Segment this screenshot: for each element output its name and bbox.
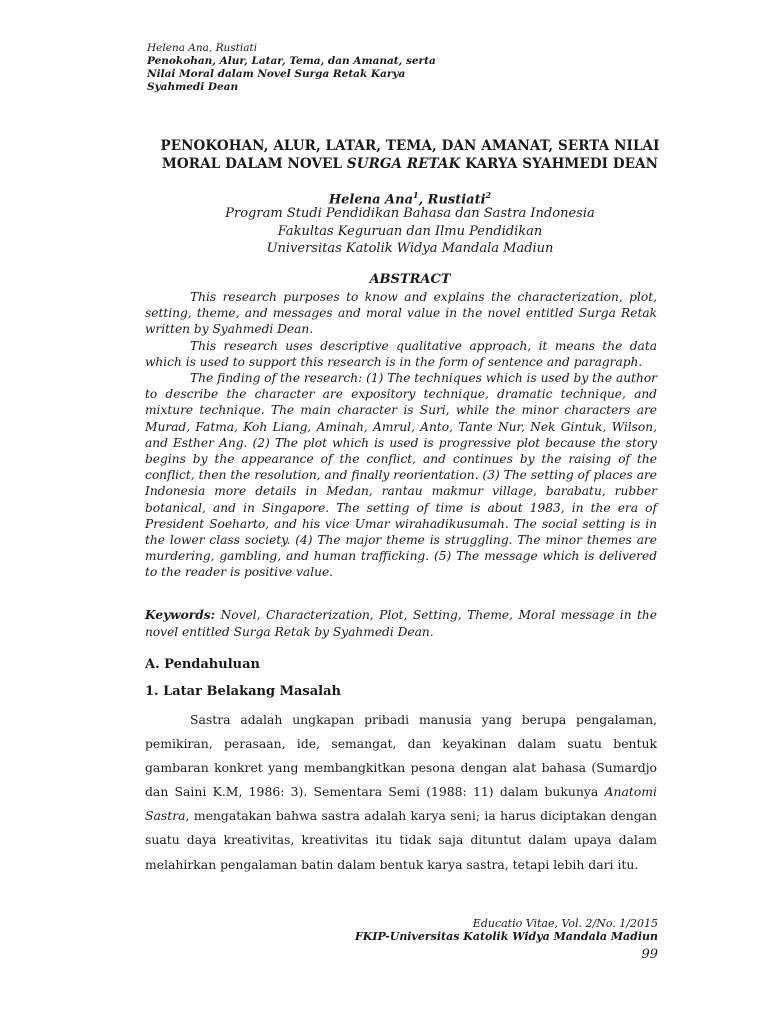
body-text (145, 708, 657, 877)
article-title-line2 (120, 155, 700, 173)
running-head (147, 42, 436, 94)
affiliation-line1: Program Studi Pendidikan Bahasa dan Sastra Indonesia (225, 206, 595, 221)
title-line2-pre: MORAL DALAM NOVEL (161, 156, 347, 172)
author-2: Rustiati (427, 192, 486, 208)
abstract-paragraph-3: The finding of the research: (1) The techniques which is used by the author to describe the character are expository technique, dramatic technique, and mixture technique. The main character is Suri, while the minor characters are Murad, Fatma, Koh Liang, Aminah, Amrul, Anto, Tante Nur, Nek Gintuk, Wilson, and Esther Ang. (2) The plot which is used is progressive plot because the story begins by the appearance of the conflict, and continues by the raising of the conflict, then the resolution, and finally reorientation. (3) The setting of places are Indonesia more details in Medan, rantau makmur village, barabatu, rubber botanical, and in Singapore. The setting of time is about 1983, in the era of President Soeharto, and his vice Umar wirahadikusumah. The social setting is in the lower class society. (4) The major theme is struggling. The minor themes are murdering, gambling, and human trafficking. (5) The message which is delivered to the reader is positive value. (145, 371, 657, 580)
running-head-title-line2: Nilai Moral dalam Novel Surga Retak Karya (147, 68, 406, 80)
running-head-authors: Helena Ana, Rustiati (147, 42, 258, 54)
author-1-sup: 1 (413, 190, 419, 200)
section-heading-a: A. Pendahuluan (145, 657, 260, 672)
body-italic-title: Anatomi Sastra (145, 784, 657, 824)
keywords-text: Novel, Characterization, Plot, Setting, Theme, Moral message in the novel entitled Surga Retak by Syahmedi Dean. (145, 608, 657, 639)
keywords-label: Keywords: (145, 608, 216, 622)
page-footer (355, 917, 658, 943)
author-separator: , (418, 192, 428, 208)
title-line2-italic: SURGA RETAK (346, 156, 461, 172)
abstract-paragraph-2: This research uses descriptive qualitative approach, it means the data which is used to support this research is in the form of sentence and paragraph. (145, 338, 657, 369)
page-number: 99 (641, 947, 658, 962)
author-2-sup: 2 (485, 190, 492, 200)
affiliation-line2: Fakultas Keguruan dan Ilmu Pendidikan (277, 223, 543, 239)
keywords (145, 607, 657, 640)
body-part2: , mengatakan bahwa sastra adalah karya seni; ia harus diciptakan dengan suatu daya kreativitas, kreativitas itu tidak saja dituntut dalam upaya dalam melahirkan pengalaman batin dalam bentuk karya sastra, tetapi lebih dari itu. (145, 808, 657, 872)
subsection-heading-1: 1. Latar Belakang Masalah (145, 684, 341, 699)
article-title-line1: PENOKOHAN, ALUR, LATAR, TEMA, DAN AMANAT, SERTA NILAI (160, 138, 660, 154)
body-paragraph (145, 708, 657, 877)
article-title (120, 137, 700, 173)
abstract-body (145, 289, 657, 581)
running-head-title-line1: Penokohan, Alur, Latar, Tema, dan Amanat, serta (147, 55, 436, 67)
affiliation (120, 205, 700, 258)
running-head-title-line3: Syahmedi Dean (147, 81, 239, 93)
abstract-heading: ABSTRACT (369, 272, 451, 287)
footer-institution: FKIP-Universitas Katolik Widya Mandala Madiun (354, 930, 658, 943)
author-1: Helena Ana (328, 192, 414, 208)
footer-journal: Educatio Vitae, Vol. 2/No. 1/2015 (472, 917, 658, 930)
affiliation-line3: Universitas Katolik Widya Mandala Madiun (266, 241, 554, 256)
abstract-paragraph-1: This research purposes to know and explains the characterization, plot, setting, theme, and messages and moral value in the novel entitled Surga Retak written by Syahmedi Dean. (145, 290, 657, 337)
title-line2-post: KARYA SYAHMEDI DEAN (460, 156, 659, 172)
body-part1: Sastra adalah ungkapan pribadi manusia yang berupa pengalaman, pemikiran, perasaan, ide, semangat, dan keyakinan dalam suatu bentuk gambaran konkret yang membangkitkan pesona dengan alat bahasa (Sumardjo dan Saini K.M, 1986: 3). Sementara Semi (1988: 11) dalam bukunya (145, 712, 657, 800)
